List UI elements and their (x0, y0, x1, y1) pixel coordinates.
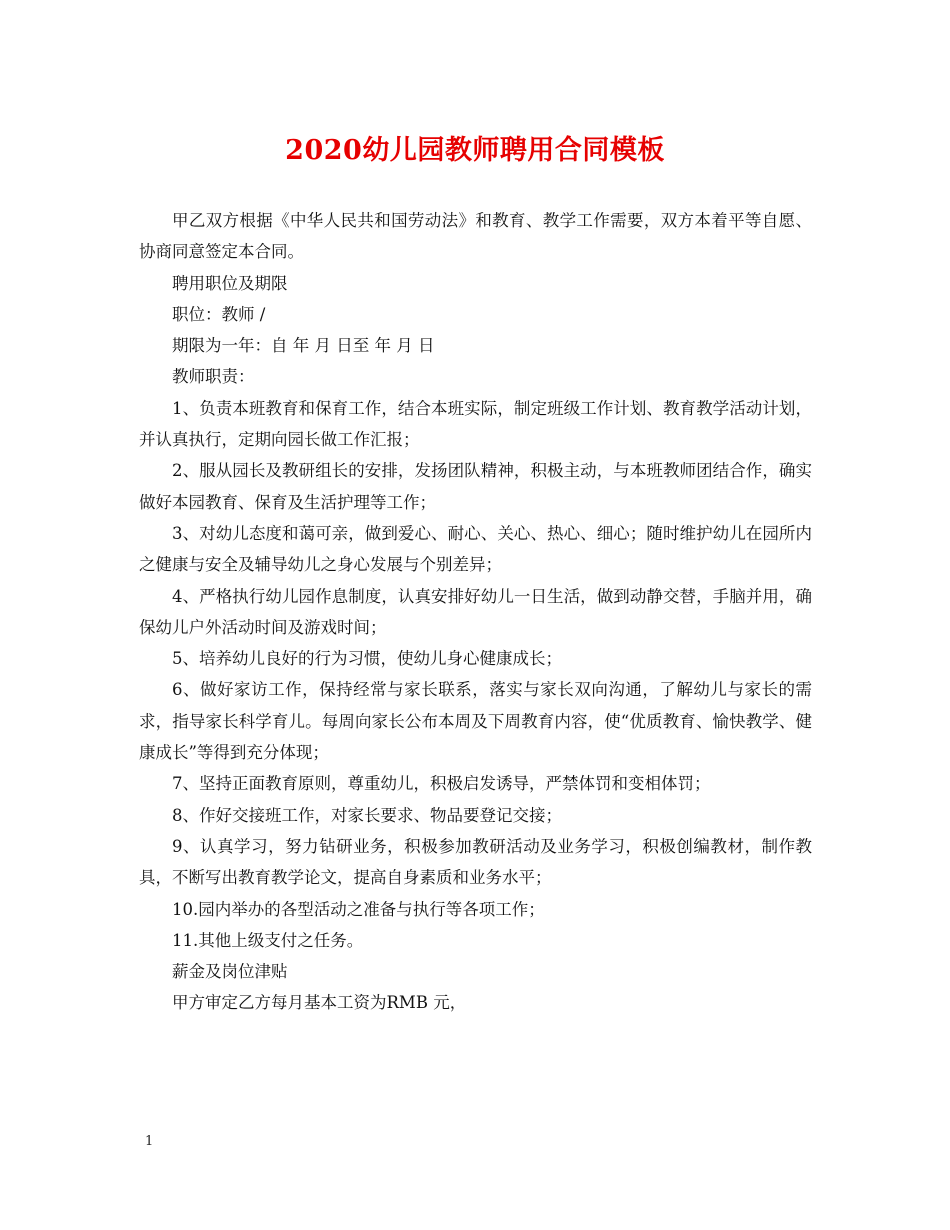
duty-item-2: 2、服从园长及教研组长的安排，发扬团队精神，积极主动，与本班教师团结合作，确实做好本园教育、保育及生活护理等工作； (139, 461, 812, 512)
paragraph-term: 期限为一年：自 年 月 日至 年 月 日 (172, 336, 435, 356)
section-heading-position: 聘用职位及期限 (172, 273, 288, 293)
paragraph-intro: 甲乙双方根据《中华人民共和国劳动法》和教育、教学工作需要，双方本着平等自愿、协商同意签定本合同。 (139, 211, 812, 262)
paragraph-position: 职位：教师 / (172, 304, 266, 324)
section-heading-salary: 薪金及岗位津贴 (172, 962, 288, 982)
duty-item-4: 4、严格执行幼儿园作息制度，认真安排好幼儿一日生活，做到动静交替，手脑并用，确保幼儿户外活动时间及游戏时间； (139, 586, 812, 637)
duty-item-10: 10.园内举办的各型活动之准备与执行等各项工作； (172, 899, 545, 919)
duty-item-5: 5、培养幼儿良好的行为习惯，使幼儿身心健康成长； (172, 649, 562, 669)
document-body (139, 205, 812, 1019)
duty-item-1: 1、负责本班教育和保育工作，结合本班实际，制定班级工作计划、教育教学活动计划，并认真执行，定期向园长做工作汇报； (139, 398, 812, 450)
duty-item-6: 6、做好家访工作，保持经常与家长联系，落实与家长双向沟通，了解幼儿与家长的需求，指导家长科学育儿。每周向家长公布本周及下周教育内容，使“优质教育、愉快教学、健康成长”等得到充分体现； (139, 680, 812, 763)
duty-item-8: 8、作好交接班工作，对家长要求、物品要登记交接； (172, 805, 562, 825)
section-heading-duties: 教师职责： (172, 367, 255, 387)
duty-item-3: 3、对幼儿态度和蔼可亲，做到爱心、耐心、关心、热心、细心；随时维护幼儿在园所内之健康与安全及辅导幼儿之身心发展与个别差异； (139, 523, 812, 575)
page-number: 1 (145, 1134, 154, 1149)
paragraph-salary: 甲方审定乙方每月基本工资为RMB 元， (172, 993, 467, 1013)
duty-item-11: 11.其他上级支付之任务。 (172, 930, 364, 950)
duty-item-9: 9、认真学习，努力钻研业务，积极参加教研活动及业务学习，积极创编教材，制作教具，不断写出教育教学论文，提高自身素质和业务水平； (139, 836, 812, 888)
document-title: 2020幼儿园教师聘用合同模板 (285, 135, 665, 166)
duty-item-7: 7、坚持正面教育原则，尊重幼儿，积极启发诱导，严禁体罚和变相体罚； (172, 774, 711, 794)
